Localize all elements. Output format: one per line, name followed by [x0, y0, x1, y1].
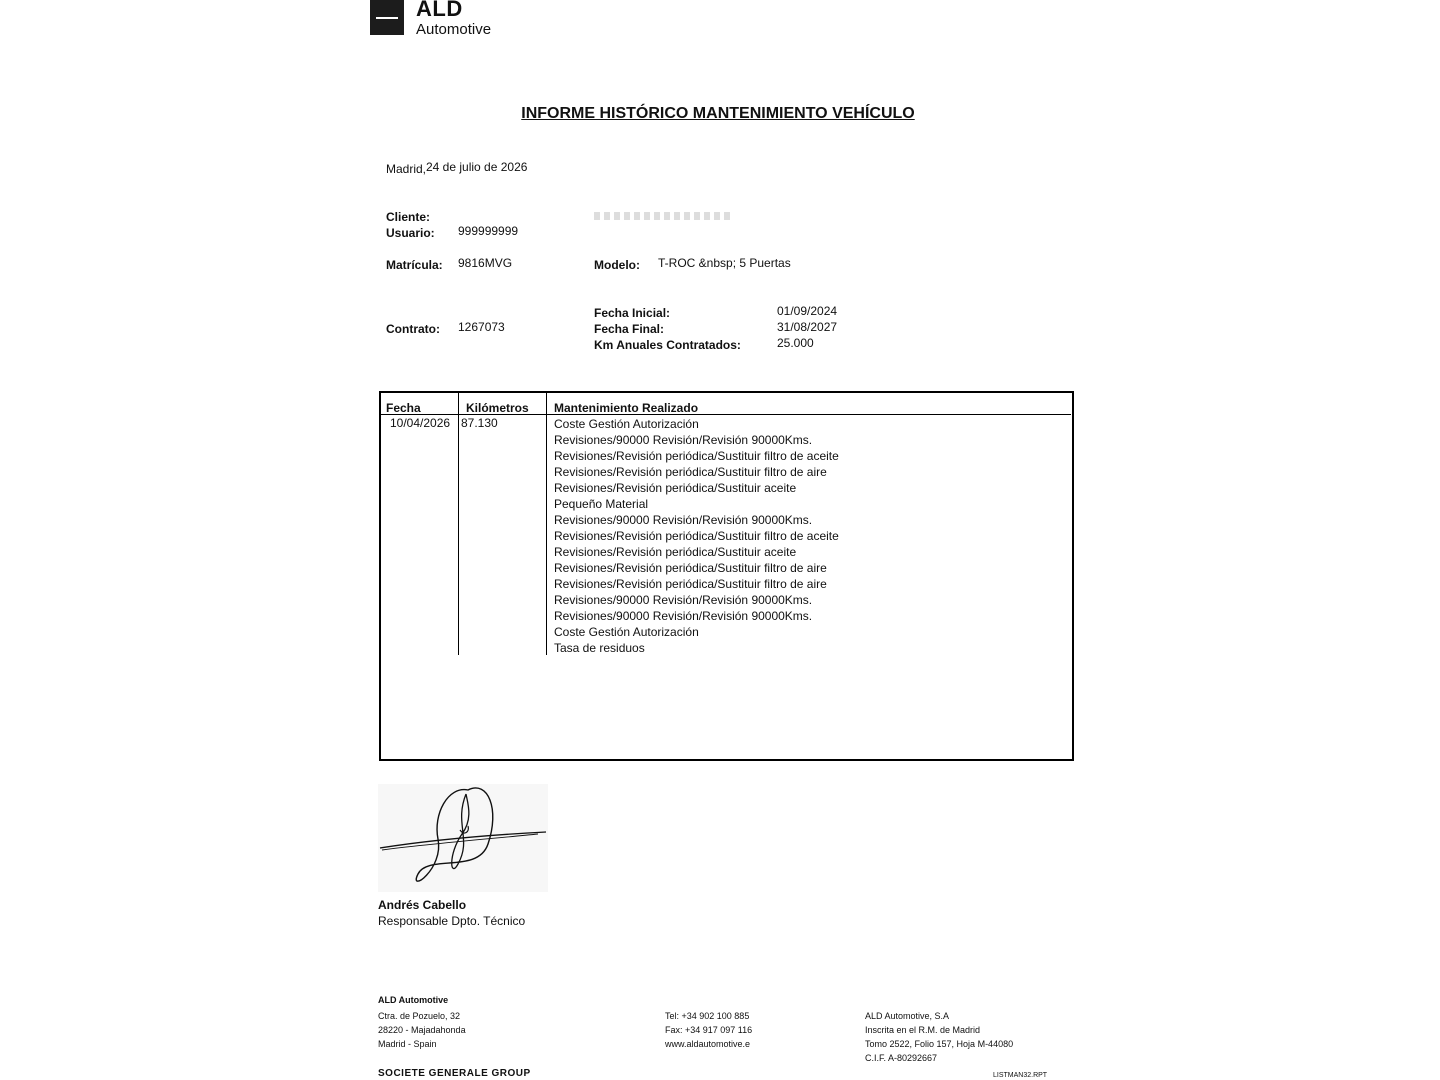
footer-group: SOCIETE GENERALE GROUP	[378, 1068, 531, 1079]
matricula-label: Matrícula:	[386, 258, 443, 272]
footer-legal-line: Inscrita en el R.M. de Madrid	[865, 1025, 981, 1035]
contrato-value: 1267073	[458, 320, 505, 334]
date: 24 de julio de 2026	[426, 160, 528, 174]
list-item: Revisiones/Revisión periódica/Sustituir filtro de aceite	[554, 529, 839, 543]
column-divider	[458, 393, 459, 655]
list-item: Coste Gestión Autorización	[554, 625, 699, 639]
place: Madrid,	[386, 162, 427, 176]
list-item: Revisiones/90000 Revisión/Revisión 90000Kms.	[554, 593, 813, 607]
row-km: 87.130	[461, 416, 498, 430]
logo-mark	[370, 0, 404, 35]
signature-image	[378, 784, 548, 892]
footer-address-line: Madrid - Spain	[378, 1039, 437, 1049]
fecha-inicial-label: Fecha Inicial:	[594, 306, 671, 320]
modelo-value: T-ROC &nbsp; 5 Puertas	[658, 256, 791, 270]
list-item: Revisiones/Revisión periódica/Sustituir aceite	[554, 545, 797, 559]
fecha-inicial-value: 01/09/2024	[777, 304, 838, 318]
footer-address-line: 28220 - Majadahonda	[378, 1025, 466, 1035]
km-value: 25.000	[777, 336, 814, 350]
column-divider	[546, 393, 547, 655]
list-item: Revisiones/Revisión periódica/Sustituir filtro de aire	[554, 561, 827, 575]
km-label: Km Anuales Contratados:	[594, 338, 741, 352]
maintenance-list	[554, 416, 839, 656]
footer-company: ALD Automotive	[378, 995, 449, 1005]
col-header-mantenimiento: Mantenimiento Realizado	[554, 401, 699, 415]
list-item: Revisiones/90000 Revisión/Revisión 90000Kms.	[554, 513, 813, 527]
footer-address	[378, 1009, 466, 1051]
footer-address-line: Ctra. de Pozuelo, 32	[378, 1011, 461, 1021]
list-item: Revisiones/90000 Revisión/Revisión 90000Kms.	[554, 609, 813, 623]
usuario-label: Usuario:	[386, 226, 435, 240]
matricula-value: 9816MVG	[458, 256, 513, 270]
cliente-value-redacted	[594, 212, 734, 220]
list-item: Tasa de residuos	[554, 641, 645, 655]
footer-fax: Fax: +34 917 097 116	[665, 1025, 753, 1035]
list-item: Pequeño Material	[554, 497, 649, 511]
footer-website: www.aldautomotive.e	[665, 1039, 751, 1049]
list-item: Revisiones/Revisión periódica/Sustituir filtro de aire	[554, 465, 827, 479]
footer-legal	[865, 1009, 1013, 1065]
col-header-fecha: Fecha	[386, 401, 421, 415]
list-item: Coste Gestión Autorización	[554, 417, 699, 431]
usuario-value: 999999999	[458, 224, 519, 238]
signer-name: Andrés Cabello	[378, 898, 467, 912]
report-code: LISTMAN32.RPT	[993, 1072, 1048, 1079]
contrato-label: Contrato:	[386, 322, 440, 336]
list-item: Revisiones/90000 Revisión/Revisión 90000Kms.	[554, 433, 813, 447]
list-item: Revisiones/Revisión periódica/Sustituir filtro de aire	[554, 577, 827, 591]
col-header-kilometros: Kilómetros	[466, 401, 529, 415]
page-title: INFORME HISTÓRICO MANTENIMIENTO VEHÍCULO	[521, 105, 915, 122]
list-item: Revisiones/Revisión periódica/Sustituir filtro de aceite	[554, 449, 839, 463]
modelo-label: Modelo:	[594, 258, 640, 272]
footer-legal-line: Tomo 2522, Folio 157, Hoja M-44080	[865, 1039, 1014, 1049]
footer-legal-line: ALD Automotive, S.A	[865, 1011, 950, 1021]
row-fecha: 10/04/2026	[390, 416, 451, 430]
footer-contact	[665, 1009, 752, 1051]
footer-phone: Tel: +34 902 100 885	[665, 1011, 750, 1021]
cliente-label: Cliente:	[386, 210, 431, 224]
fecha-final-value: 31/08/2027	[777, 320, 838, 334]
logo-text: ALD	[416, 0, 463, 21]
footer-legal-line: C.I.F. A-80292667	[865, 1053, 938, 1063]
signer-role: Responsable Dpto. Técnico	[378, 914, 526, 928]
logo-subtext: Automotive	[416, 21, 492, 38]
fecha-final-label: Fecha Final:	[594, 322, 665, 336]
list-item: Revisiones/Revisión periódica/Sustituir aceite	[554, 481, 797, 495]
